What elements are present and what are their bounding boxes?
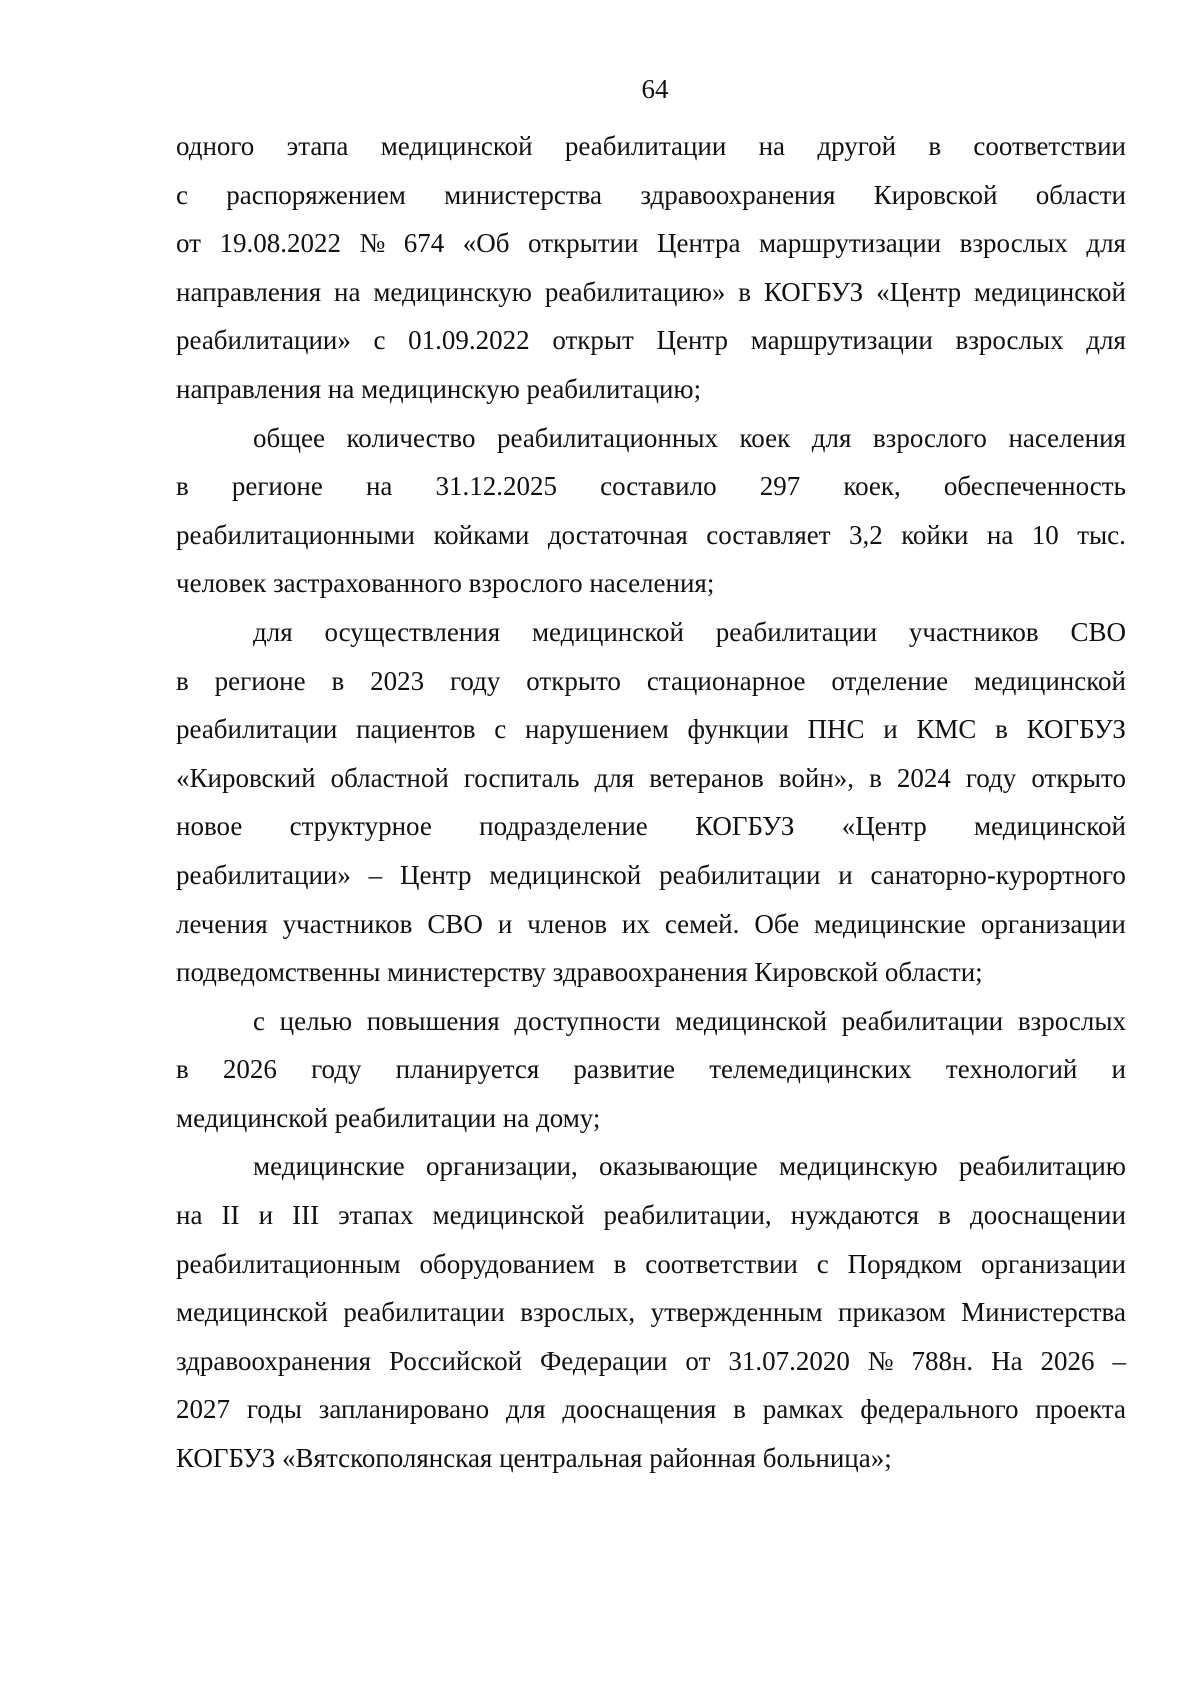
text-line: здравоохранения Российской Федерации от 31.07.2020 № 788н. На 2026 – bbox=[176, 1345, 1126, 1376]
text-line: медицинской реабилитации взрослых, утвержденным приказом Министерства bbox=[176, 1297, 1126, 1328]
text-line: в регионе на 31.12.2025 составило 297 коек, обеспеченность bbox=[176, 471, 1126, 502]
text-line: КОГБУЗ «Вятскополянская центральная районная больница»; bbox=[176, 1443, 892, 1474]
paragraph bbox=[176, 608, 1126, 997]
text-line: реабилитационным оборудованием в соответствии с Порядком организации bbox=[176, 1248, 1126, 1279]
text-line: «Кировский областной госпиталь для ветеранов войн», в 2024 году открыто bbox=[176, 762, 1126, 793]
text-line: реабилитационными койками достаточная составляет 3,2 койки на 10 тыс. bbox=[176, 519, 1126, 550]
text-line: реабилитации» – Центр медицинской реабилитации и санаторно-курортного bbox=[176, 859, 1126, 890]
paragraph bbox=[176, 414, 1126, 608]
text-line: реабилитации» с 01.09.2022 открыт Центр маршрутизации взрослых для bbox=[176, 325, 1126, 356]
paragraph bbox=[176, 997, 1126, 1143]
text-line: с целью повышения доступности медицинской реабилитации взрослых bbox=[253, 1005, 1126, 1036]
paragraph bbox=[176, 1142, 1126, 1482]
text-line: подведомственны министерству здравоохранения Кировской области; bbox=[176, 957, 983, 988]
text-line: направления на медицинскую реабилитацию» в КОГБУЗ «Центр медицинской bbox=[176, 276, 1126, 307]
text-line: реабилитации пациентов с нарушением функции ПНС и КМС в КОГБУЗ bbox=[176, 714, 1126, 745]
text-line: направления на медицинскую реабилитацию; bbox=[176, 373, 702, 404]
document-body bbox=[176, 122, 1126, 1483]
text-line: человек застрахованного взрослого населения; bbox=[176, 568, 715, 599]
text-line: в 2026 году планируется развитие телемедицинских технологий и bbox=[176, 1054, 1126, 1085]
text-line: новое структурное подразделение КОГБУЗ «Центр медицинской bbox=[176, 811, 1126, 842]
text-line: в регионе в 2023 году открыто стационарное отделение медицинской bbox=[176, 665, 1126, 696]
paragraph bbox=[176, 122, 1126, 414]
text-line: от 19.08.2022 № 674 «Об открытии Центра маршрутизации взрослых для bbox=[176, 228, 1126, 259]
text-line: лечения участников СВО и членов их семей. Обе медицинские организации bbox=[176, 908, 1126, 939]
text-line: медицинские организации, оказывающие медицинскую реабилитацию bbox=[253, 1151, 1126, 1182]
text-line: общее количество реабилитационных коек для взрослого населения bbox=[253, 422, 1126, 453]
text-line: 2027 годы запланировано для дооснащения в рамках федерального проекта bbox=[176, 1394, 1126, 1425]
text-line: медицинской реабилитации на дому; bbox=[176, 1102, 601, 1133]
text-line: с распоряжением министерства здравоохранения Кировской области bbox=[176, 179, 1126, 210]
text-line: для осуществления медицинской реабилитации участников СВО bbox=[253, 616, 1126, 647]
page-number: 64 bbox=[641, 74, 669, 104]
text-line: на II и III этапах медицинской реабилитации, нуждаются в дооснащении bbox=[176, 1200, 1126, 1231]
text-line: одного этапа медицинской реабилитации на другой в соответствии bbox=[176, 131, 1126, 161]
